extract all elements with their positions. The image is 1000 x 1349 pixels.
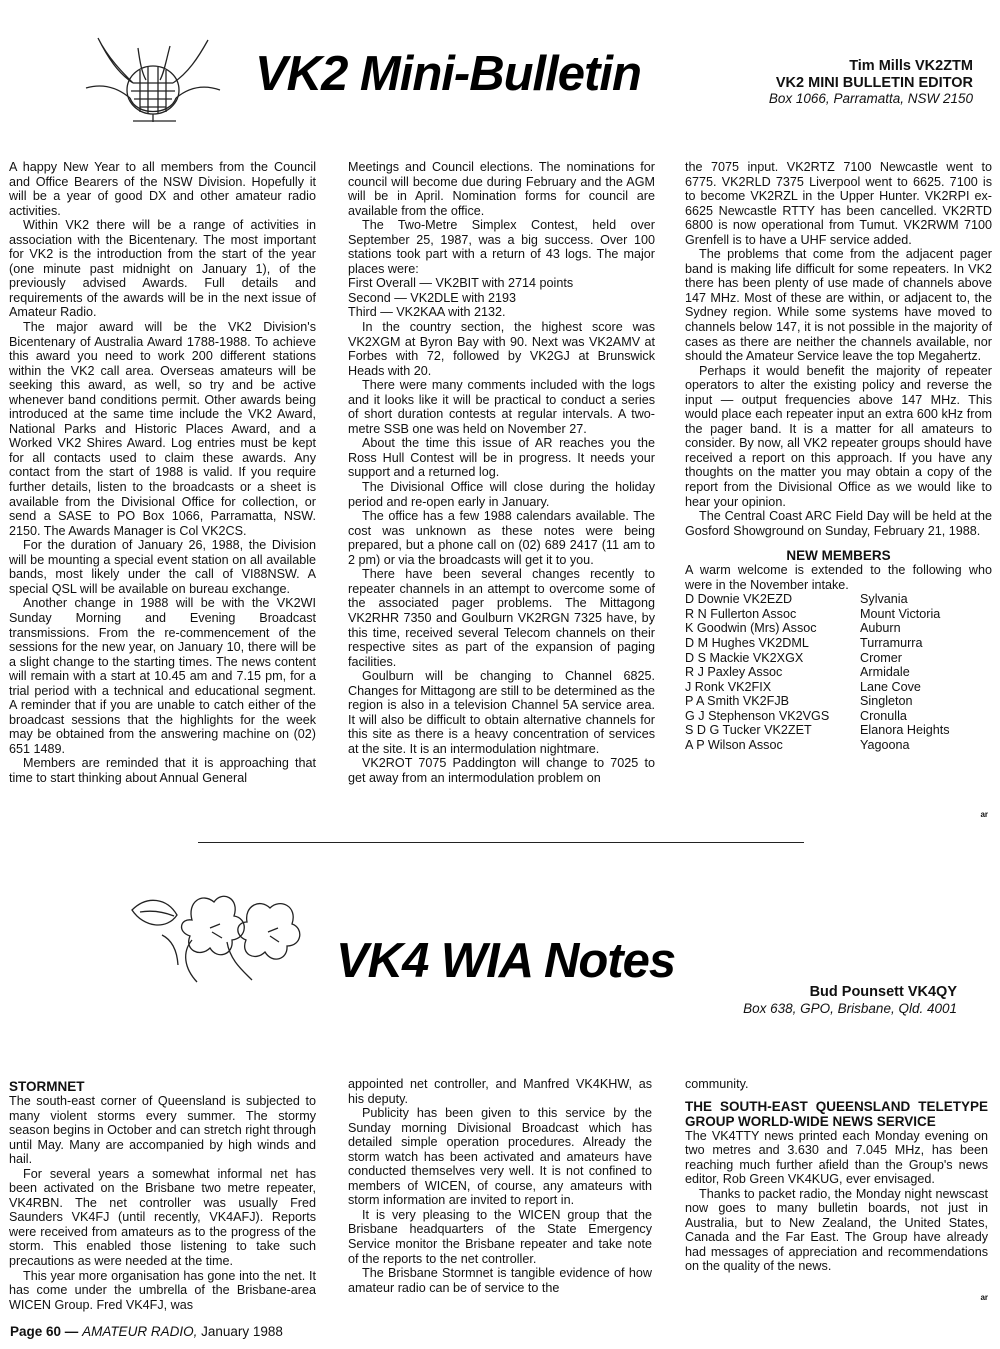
vk2-paragraph: There were many comments included with the logs and it looks like it will be practical to conduct a series of short duration contests at regular intervals. A two-metre SSB one was held on November 27. xyxy=(348,378,655,436)
member-location: Elanora Heights xyxy=(860,723,950,738)
vk4-section-title: VK4 WIA Notes xyxy=(336,934,676,988)
vk2-paragraph: The Central Coast ARC Field Day will be held at the Gosford Showground on Sunday, February 21, 1988. xyxy=(685,509,992,538)
member-name: R J Paxley Assoc xyxy=(685,665,783,680)
vk4-paragraph: Thanks to packet radio, the Monday night newscast now goes to many bulletin boards, not just in Australia, but to New Zealand, the United States, Canada and the Far East. The Group have already had messages of appreciation and recommendations on the quality of the news. xyxy=(685,1186,988,1274)
member-name: K Goodwin (Mrs) Assoc xyxy=(685,621,817,636)
violet-flower-emblem xyxy=(122,880,312,990)
member-location: Lane Cove xyxy=(860,679,921,694)
waratah-emblem xyxy=(78,28,228,128)
vk4-column-3 xyxy=(685,1077,988,1274)
vk2-end-mark: ar xyxy=(980,810,988,819)
vk2-paragraph: Perhaps it would benefit the majority of repeater operators to alter the existing policy and reverse the input — output frequencies above 147 MHz. This would place each repeater input an extra 600 kHz from the pager band. It is a matter for all amateurs to consider. By now, all VK2 repeater groups should have received a report on this approach. If you have any thoughts on the matter you may obtain a copy of the report from the Divisional Office as we would like to hear your opinion. xyxy=(685,363,992,509)
new-members-intro: A warm welcome is extended to the following who were in the November intake. xyxy=(685,563,992,592)
member-row xyxy=(685,665,992,680)
contest-place: Third — VK2KAA with 2132. xyxy=(348,305,506,320)
member-location: Yagoona xyxy=(860,737,910,752)
vk4-paragraph: The south-east corner of Queensland is subjected to many violent storms every summer. The stormy season begins in October and can stretch right through until May. Many are accompanied by high winds and hail. xyxy=(9,1094,316,1167)
member-location: Mount Victoria xyxy=(860,606,941,621)
vk2-paragraph: The Two-Metre Simplex Contest, held over September 25, 1987, was a big success. Over 100 stations took part with a return of 43 logs. The major places were: xyxy=(348,218,655,276)
stormnet-heading: STORMNET xyxy=(9,1079,85,1094)
member-row xyxy=(685,651,992,666)
member-row xyxy=(685,607,992,622)
member-location: Armidale xyxy=(860,665,910,680)
vk4-paragraph: It is very pleasing to the WICEN group that the Brisbane headquarters of the State Emergency Service monitor the Brisbane repeater and take note of the reports to the net controller. xyxy=(348,1207,652,1266)
vk4-paragraph: appointed net controller, and Manfred VK4KHW, as his deputy. xyxy=(348,1077,652,1106)
contest-place: Second — VK2DLE with 2193 xyxy=(348,290,517,305)
vk2-paragraph: The major award will be the VK2 Division's Bicentenary of Australia Award 1788-1988. To achieve this award you need to work 200 different stations within the VK2 call area. Overseas amateurs will be seeking this award, as well, so try and be active whenever band conditions permit. Other awards being introduced at the same time include the VK2 Award, National Parks and Historic Places Award, and a Worked VK2 Shires Award. Log entries must be kept for all contacts used to claim these awards. Any contact from the start of 1988 is valid. If you require further details, listen to the broadcasts or a sheet is available from the Divisional Office for collection, or send a SASE to PO Box 1066, Parramatta, NSW. 2150. The Awards Manager is Col VK2CS. xyxy=(9,320,316,538)
vk2-paragraph: Within VK2 there will be a range of activities in association with the Bicentenary. The most important for VK2 is the introduction from the start of the year (one minute past midnight on January 1), of the previously advised Awards. Full details and requirements of the awards will be in the next issue of Amateur Radio. xyxy=(9,218,316,320)
vk2-paragraph: the 7075 input. VK2RTZ 7100 Newcastle went to 6775. VK2RLD 7375 Liverpool went to 6625. 7100 is to become VK2RZL in the Upper Hunter. VK2RPI ex-6625 Newcastle RTTY has been cancelled. VK2RTD 6800 is now operational from Tumut. VK2RWM 7100 Grenfell is to have a UHF service added. xyxy=(685,160,992,247)
vk2-column-1 xyxy=(9,160,316,786)
member-row xyxy=(685,694,992,709)
vk2-paragraph: In the country section, the highest score was VK2XGM at Byron Bay with 90. Next was VK2AMV at Forbes with 72, followed by VK2GJ at Brunswick Heads with 20. xyxy=(348,320,655,378)
vk2-editor-address: Box 1066, Parramatta, NSW 2150 xyxy=(768,91,973,107)
magazine-name: AMATEUR RADIO, xyxy=(82,1324,198,1339)
vk2-paragraph: For the duration of January 26, 1988, the Division will be mounting a special event station on all available bands, most likely under the call of VI88NSW. A special QSL will be available on bureau exchange. xyxy=(9,538,316,596)
member-location: Turramurra xyxy=(860,635,923,650)
member-name: A P Wilson Assoc xyxy=(685,737,783,752)
member-name: P A Smith VK2FJB xyxy=(685,694,790,709)
member-row xyxy=(685,680,992,695)
vk4-paragraph: This year more organisation has gone into the net. It has come under the umbrella of the Brisbane-area WICEN Group. Fred VK4FJ, was xyxy=(9,1268,316,1312)
vk2-paragraph: Goulburn will be changing to Channel 6825. Changes for Mittagong are still to be determined as the region is also in a television Channel 5A service area. It will also be difficult to obtain alternative channels for this site as there is a heavy concentration of services at the site. It is an intermodulation nightmare. xyxy=(348,669,655,756)
vk2-column-2 xyxy=(348,160,655,786)
member-name: J Ronk VK2FIX xyxy=(685,679,772,694)
vk2-paragraph: A happy New Year to all members from the Council and Office Bearers of the NSW Division. Hopefully it will be a year of good DX and other amateur radio activities. xyxy=(9,160,316,218)
vk2-column-3 xyxy=(685,160,992,752)
member-row xyxy=(685,636,992,651)
new-members-heading: NEW MEMBERS xyxy=(786,548,891,564)
member-name: D Downie VK2EZD xyxy=(685,592,793,607)
issue-date: January 1988 xyxy=(201,1324,283,1339)
vk4-column-2 xyxy=(348,1077,652,1295)
member-row xyxy=(685,621,992,636)
new-members-list xyxy=(685,592,992,752)
member-name: G J Stephenson VK2VGS xyxy=(685,708,830,723)
member-row xyxy=(685,709,992,724)
vk2-section-title: VK2 Mini-Bulletin xyxy=(255,47,641,101)
vk2-editor-title: VK2 MINI BULLETIN EDITOR xyxy=(775,74,973,91)
vk4-paragraph: For several years a somewhat informal net has been activated on the Brisbane two metre repeater, VK4RBN. The net controller was usually Fred Saunders VK4FJ (until recently, VK4AFJ). Reports were received from amateurs as to the progress of the storm. This enabled those listening to take such precautions as were needed at the time. xyxy=(9,1166,316,1269)
member-name: R N Fullerton Assoc xyxy=(685,606,797,621)
contest-place: First Overall — VK2BIT with 2714 points xyxy=(348,276,574,291)
vk2-paragraph: There have been several changes recently to repeater channels in an attempt to overcome some of the associated pager problems. The Mittagong VK2RHR 7350 and Goulburn VK2RGN 7325 have, by this time, received several Telecom channels on their respective sites as part of the expansion of paging facilities. xyxy=(348,567,655,669)
page-number: Page 60 — xyxy=(10,1324,79,1339)
vk4-editor-block xyxy=(677,984,957,1016)
vk2-paragraph: The problems that come from the adjacent pager band is making life difficult for some repeaters. In VK2 there has been plenty of use made of channels above 147 MHz. Most of these are within, or adjacent to, the Sydney region. While some systems have moved to channels below 147, it is not possible in the majority of cases as there are neither the channels available, nor should the Amateur Service leave the top Megahertz. xyxy=(685,247,992,364)
vk4-paragraph: Publicity has been given to this service by the Sunday morning Divisional Broadcast which has detailed simple operation procedures. Already the storm watch has been activated and amateurs have conducted themselves very well. It is not confined to members of WICEN, of course, any amateurs with storm information are invited to report in. xyxy=(348,1106,652,1208)
member-location: Singleton xyxy=(860,694,913,709)
member-location: Cromer xyxy=(860,650,902,665)
member-location: Sylvania xyxy=(860,592,908,607)
vk2-paragraph: Members are reminded that it is approaching that time to start thinking about Annual General xyxy=(9,756,316,785)
vk2-editor-name: Tim Mills VK2ZTM xyxy=(849,58,973,74)
vk4-editor-name: Bud Pounsett VK4QY xyxy=(809,984,957,1000)
vk4-paragraph: The VK4TTY news printed each Monday evening on two metres and 3.630 and 7.045 MHz, has been reaching much further afield than the Group's news editor, Rob Green VK4KUG, ever envisaged. xyxy=(685,1128,988,1187)
page-footer xyxy=(10,1324,283,1339)
vk2-paragraph: About the time this issue of AR reaches you the Ross Hull Contest will be in progress. It needs your support and a returned log. xyxy=(348,436,655,480)
member-row xyxy=(685,723,992,738)
vk4-end-mark: ar xyxy=(980,1293,988,1302)
vk2-paragraph: Meetings and Council elections. The nominations for council will become due during February and the AGM will be in April. Nomination forms for council are available from the office. xyxy=(348,160,655,218)
vk2-paragraph: VK2ROT 7075 Paddington will change to 7025 to get away from an intermodulation problem on xyxy=(348,756,655,785)
member-name: D M Hughes VK2DML xyxy=(685,635,809,650)
vk4-editor-address: Box 638, GPO, Brisbane, Qld. 4001 xyxy=(743,1000,957,1016)
news-service-heading: THE SOUTH-EAST QUEENSLAND TELETYPE GROUP WORLD-WIDE NEWS SERVICE xyxy=(685,1098,988,1129)
member-name: D S Mackie VK2XGX xyxy=(685,650,804,665)
vk2-paragraph: The Divisional Office will close during the holiday period and re-open early in January. xyxy=(348,480,655,509)
member-name: S D G Tucker VK2ZET xyxy=(685,723,812,738)
vk2-paragraph: Another change in 1988 will be with the VK2WI Sunday Morning and Evening Broadcast transmissions. From the re-commencement of the sessions for the new year, on January 10, there will be a slight change to the starting times. The news content will remain with a start at 10.45 am and 7.15 pm, for a trial period with a technical and educational segment. A reminder that if you are unable to catch either of the broadcast sessions that the highlights for the week may be obtained from the answering machine on (02) 651 1489. xyxy=(9,596,316,756)
section-divider xyxy=(198,842,804,843)
member-location: Auburn xyxy=(860,621,901,636)
member-location: Cronulla xyxy=(860,708,907,723)
vk4-paragraph: The Brisbane Stormnet is tangible evidence of how amateur radio can be of service to the xyxy=(348,1266,652,1295)
vk2-editor-block xyxy=(693,58,973,107)
member-row xyxy=(685,592,992,607)
vk4-column-1 xyxy=(9,1077,316,1312)
vk4-paragraph: community. xyxy=(685,1077,749,1091)
vk2-paragraph: The office has a few 1988 calendars available. The cost was unknown as these notes were being prepared, but a phone call on (02) 689 2417 (11 am to 2 pm) or via the broadcasts will get it to you. xyxy=(348,509,655,567)
member-row xyxy=(685,738,992,753)
